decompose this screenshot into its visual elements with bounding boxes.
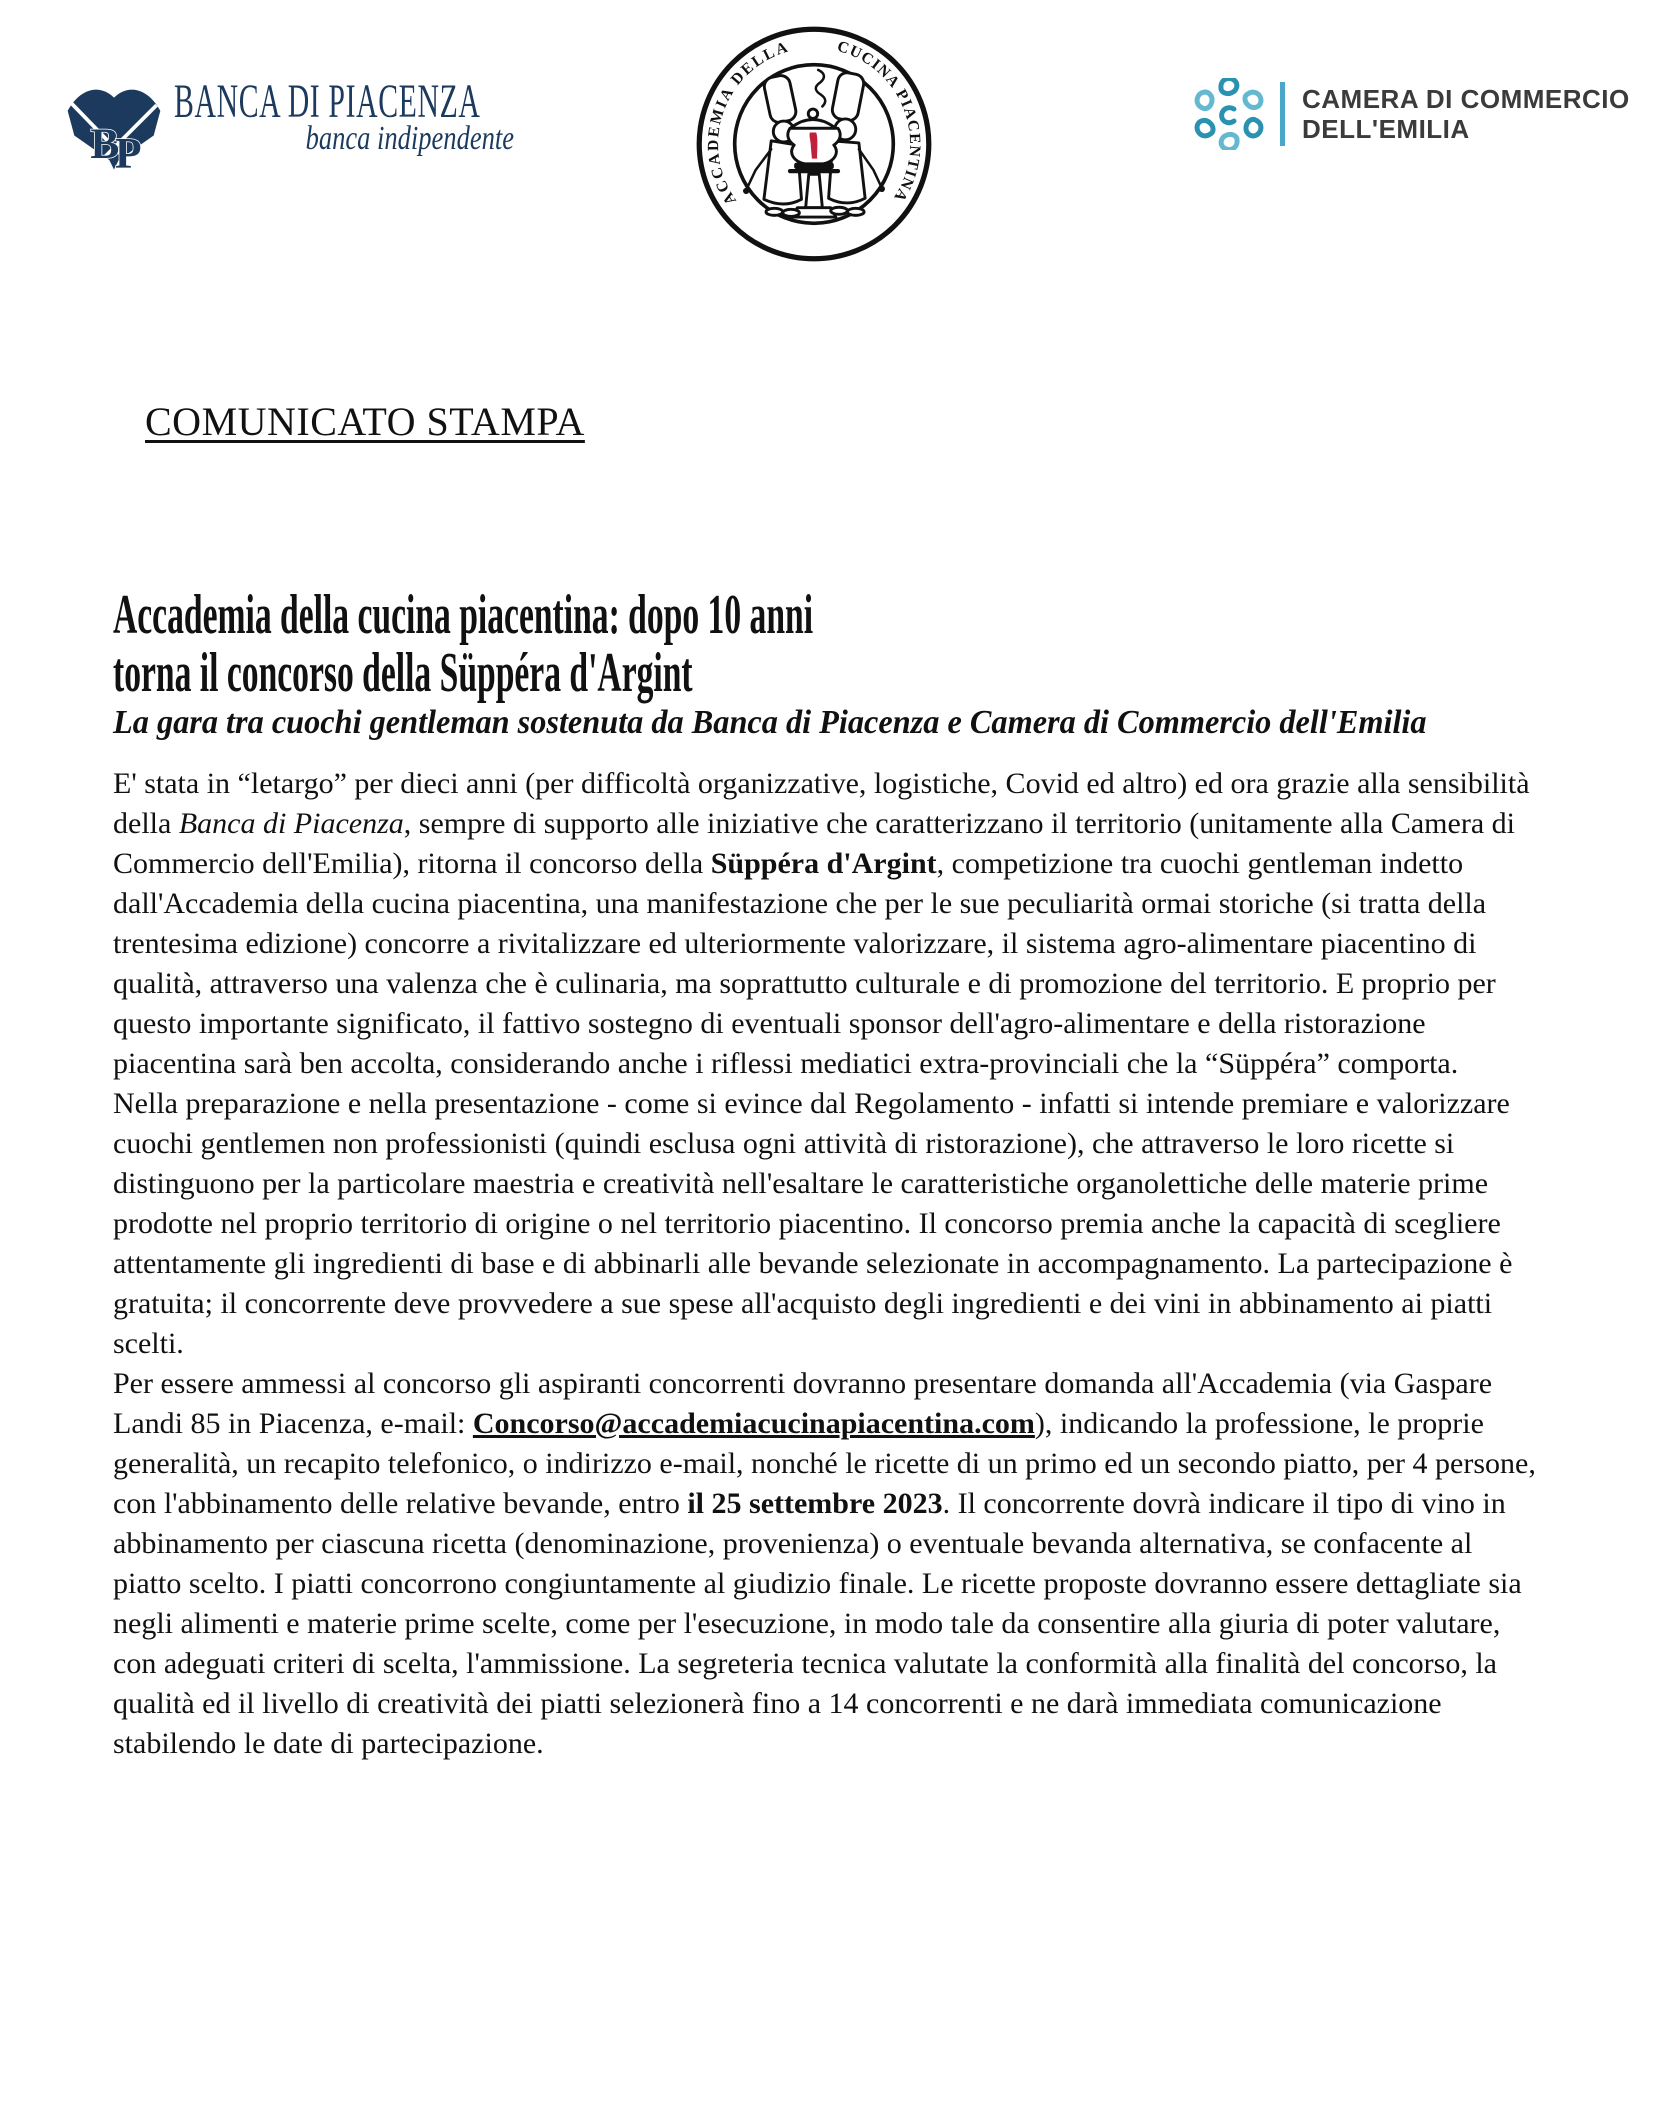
document-subtitle: La gara tra cuochi gentleman sostenuta da Banca di Piacenza e Camera di Commercio dell'Emilia [113, 704, 1427, 741]
text-segment: Nella preparazione e nella presentazione - come si evince dal Regolamento - infatti si intende premiare e valorizzare cuochi gentlemen non professionisti (quindi esclusa ogni attività di ristorazione), che attraverso le loro ricette si distinguono per la particolare maestria e creatività nell'esaltare le caratteristiche organolettiche delle materie prime prodotte nel proprio territorio di origine o nel territorio piacentino. Il concorso premia anche la capacità di scegliere attentamente gli ingredienti di base e di abbinarli alle bevande selezionate in accompagnamento. La partecipazione è gratuita; il concorrente deve provvedere a sue spese all'acquisto degli ingredienti e dei vini in abbinamento ai piatti scelti. [113, 1087, 1513, 1360]
banca-bp-monogram-icon [62, 80, 166, 172]
accademia-cucina-piacentina-seal-icon [694, 24, 934, 264]
seal-arc-right-text: CUCINA PIACENTINA [835, 37, 924, 206]
camera-di-commercio-logo [1193, 78, 1630, 150]
text-segment: il 25 settembre 2023 [687, 1487, 943, 1520]
camera-logo-divider [1280, 82, 1285, 146]
seal-tureen-art [743, 70, 885, 217]
camera-logo-line2: DELL'EMILIA [1302, 114, 1470, 144]
document-title-line2: torna il concorso della Süppéra d'Argint [113, 642, 693, 704]
text-segment: Süppéra d'Argint [710, 847, 937, 880]
text-segment: ), indicando la professione, le proprie generalità, un recapito telefonico, o indirizzo e-mail, nonché le ricette di un primo ed un secondo piatto, per 4 persone, con l'abbinamento delle relative bevande, entro [113, 1407, 1536, 1520]
body-paragraph [113, 764, 1545, 1084]
text-segment: , competizione tra cuochi gentleman indetto dall'Accademia della cucina piacentina, una manifestazione che per le sue peculiarità ormai storiche (si tratta della trentesima edizione) concorre a rivitalizzare ed ulteriormente valorizzare, il sistema agro-alimentare piacentino di qualità, attraverso una valenza che è culinaria, ma soprattutto culturale e di promozione del territorio. E proprio per questo importante significato, il fattivo sostegno di eventuali sponsor dell'agro-alimentare e della ristorazione piacentina sarà ben accolta, considerando anche i riflessi mediatici extra-provinciali che la “Süppéra” comporta. [113, 847, 1496, 1080]
banca-tagline: banca indipendente [305, 120, 514, 157]
banca-name: BANCA DI PIACENZA [174, 75, 481, 128]
text-segment: Banca di Piacenza [178, 807, 404, 840]
banca-di-piacenza-logo [62, 72, 532, 172]
seal-arc-left-text: ACCADEMIA DELLA [705, 38, 792, 208]
text-segment: , sempre di supporto alle iniziative che caratterizzano il territorio (unitamente alla Camera di Commercio dell'Emilia), ritorna il concorso della [113, 807, 1515, 880]
body-paragraph [113, 1084, 1545, 1364]
banca-monogram-p: P [114, 129, 142, 172]
body-paragraph [113, 1364, 1545, 1764]
text-segment: . Il concorrente dovrà indicare il tipo di vino in abbinamento per ciascuna ricetta (denominazione, provenienza) o eventuale bevanda alternativa, se confacente al piatto scelto. I piatti concorrono congiuntamente al giudizio finale. Le ricette proposte dovranno essere dettagliate sia negli alimenti e materie prime scelte, come per l'esecuzione, in modo tale da consentire alla giuria di poter valutare, con adeguati criteri di scelta, l'ammissione. La segreteria tecnica valutate la conformità alla finalità del concorso, la qualità ed il livello di creatività dei piatti selezionerà fino a 14 concorrenti e ne darà immediata comunicazione stabilendo le date di partecipazione. [113, 1487, 1522, 1760]
document-body [113, 764, 1545, 1764]
email-address-text: Concorso@accademiacucinapiacentina.com [472, 1407, 1035, 1440]
document-title-line1: Accademia della cucina piacentina: dopo 10 anni [113, 584, 814, 646]
press-release-kicker: COMUNICATO STAMPA [145, 399, 585, 444]
text-segment: Per essere ammessi al concorso gli aspiranti concorrenti dovranno presentare domanda all'Accademia (via Gaspare Landi 85 in Piacenza, e-mail: [113, 1367, 1493, 1440]
camera-rosette-icon [1193, 78, 1265, 150]
text-segment: E' stata in “letargo” per dieci anni (per difficoltà organizzative, logistiche, Covid ed altro) ed ora grazie alla sensibilità della [113, 767, 1530, 840]
camera-logo-text [1302, 84, 1630, 144]
banca-monogram-b: B [90, 120, 120, 169]
camera-logo-line1: CAMERA DI COMMERCIO [1302, 84, 1630, 114]
document-title [113, 586, 813, 702]
